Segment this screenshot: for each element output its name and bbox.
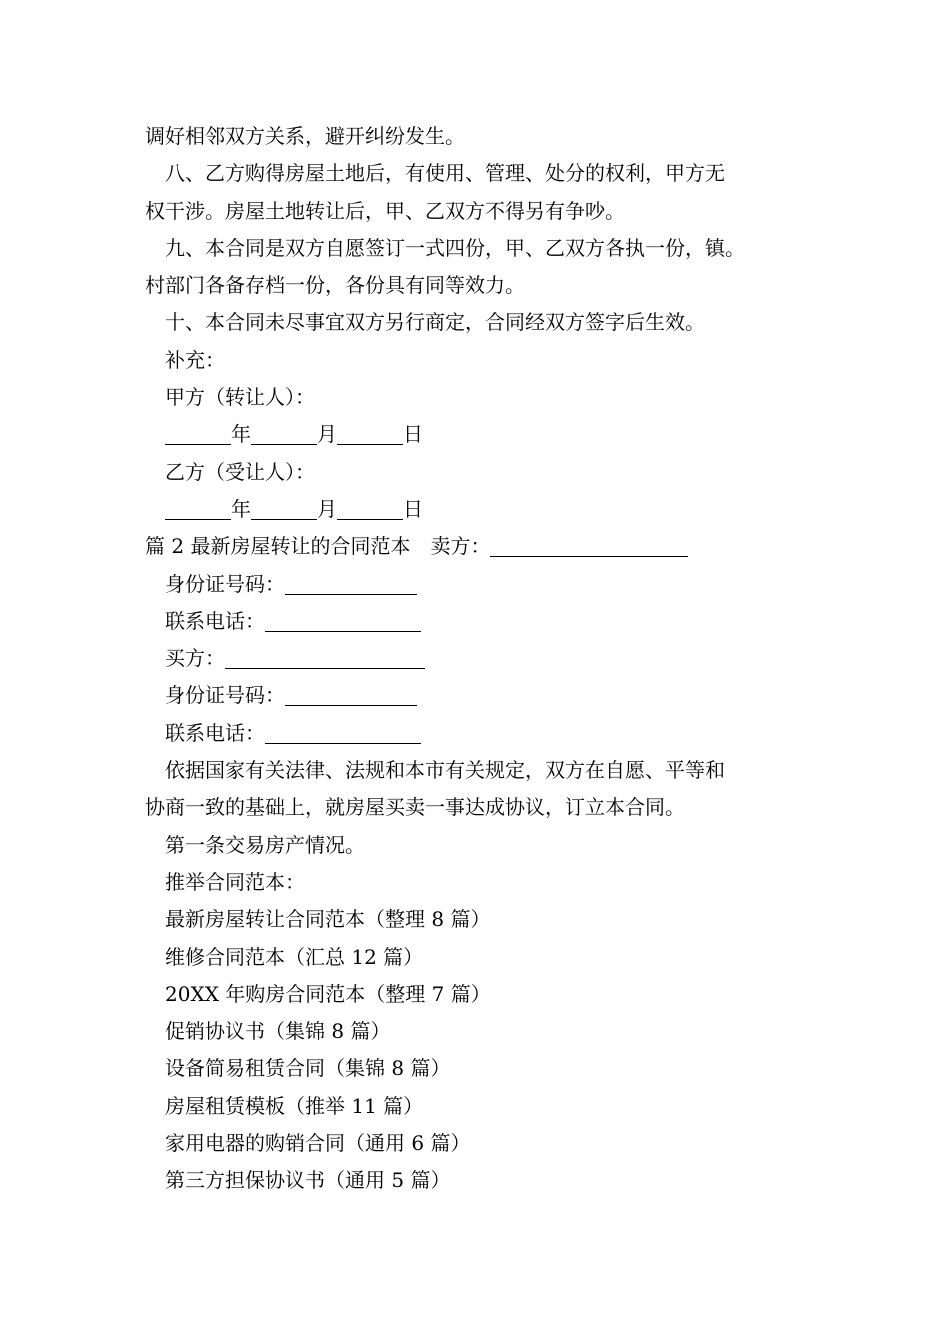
year-blank bbox=[165, 420, 231, 445]
paragraph-line: 协商一致的基础上，就房屋买卖一事达成协议，订立本合同。 bbox=[145, 795, 685, 820]
seller-label: 卖方： bbox=[430, 534, 491, 559]
document-page bbox=[145, 118, 845, 1200]
recommendation-link[interactable]: 促销协议书（集锦 8 篇） bbox=[165, 1019, 391, 1044]
seller-id-field bbox=[145, 566, 845, 603]
recommendation-link[interactable]: 家用电器的购销合同（通用 6 篇） bbox=[165, 1131, 471, 1156]
seller-phone-label: 联系电话： bbox=[165, 608, 265, 633]
clause-10: 十、本合同未尽事宜双方另行商定，合同经双方签字后生效。 bbox=[165, 310, 705, 335]
recommendation-link[interactable]: 维修合同范本（汇总 12 篇） bbox=[165, 944, 424, 969]
paragraph-line: 调好相邻双方关系，避开纠纷发生。 bbox=[145, 124, 465, 148]
paragraph-line: 权干涉。房屋土地转让后，甲、乙双方不得另有争吵。 bbox=[145, 198, 625, 223]
buyer-id-label: 身份证号码： bbox=[165, 683, 285, 708]
day-blank bbox=[337, 495, 403, 520]
seller-id-blank bbox=[285, 570, 417, 595]
buyer-id-field bbox=[145, 677, 845, 714]
buyer-label: 买方： bbox=[165, 646, 225, 671]
party-b-date bbox=[145, 491, 845, 528]
year-blank bbox=[165, 495, 231, 520]
day-label: 日 bbox=[403, 496, 423, 521]
buyer-phone-blank bbox=[265, 719, 421, 744]
section-heading: 篇 2 最新房屋转让的合同范本 bbox=[145, 534, 411, 559]
recommendation-link[interactable]: 最新房屋转让合同范本（整理 8 篇） bbox=[165, 907, 491, 932]
month-label: 月 bbox=[317, 422, 337, 447]
buyer-phone-field bbox=[145, 715, 845, 752]
year-label: 年 bbox=[231, 496, 251, 521]
recommend-heading: 推举合同范本： bbox=[165, 869, 305, 894]
paragraph-line: 村部门各备存档一份，各份具有同等效力。 bbox=[145, 273, 525, 298]
year-label: 年 bbox=[231, 422, 251, 447]
recommendation-link[interactable]: 房屋租赁模板（推举 11 篇） bbox=[165, 1093, 424, 1118]
month-blank bbox=[251, 420, 317, 445]
buyer-blank bbox=[225, 644, 425, 669]
buyer-field bbox=[145, 640, 845, 677]
month-label: 月 bbox=[317, 496, 337, 521]
clause-8: 八、乙方购得房屋土地后，有使用、管理、处分的权利，甲方无 bbox=[165, 161, 725, 186]
party-a-date bbox=[145, 416, 845, 453]
recommendation-link[interactable]: 第三方担保协议书（通用 5 篇） bbox=[165, 1168, 451, 1193]
buyer-id-blank bbox=[285, 681, 417, 706]
section-heading-line bbox=[145, 528, 845, 565]
article-1: 第一条交易房产情况。 bbox=[165, 832, 365, 857]
party-a-label: 甲方（转让人）： bbox=[165, 385, 315, 410]
party-b-label: 乙方（受让人）： bbox=[165, 459, 315, 484]
recommendation-link[interactable]: 设备简易租赁合同（集锦 8 篇） bbox=[165, 1056, 451, 1081]
supplement-label: 补充： bbox=[165, 347, 225, 372]
seller-blank bbox=[490, 532, 688, 557]
month-blank bbox=[251, 495, 317, 520]
buyer-phone-label: 联系电话： bbox=[165, 720, 265, 745]
seller-phone-blank bbox=[265, 607, 421, 632]
day-blank bbox=[337, 420, 403, 445]
agreement-paragraph: 依据国家有关法律、法规和本市有关规定，双方在自愿、平等和 bbox=[165, 758, 725, 783]
clause-9: 九、本合同是双方自愿签订一式四份，甲、乙双方各执一份，镇。 bbox=[165, 235, 745, 260]
seller-phone-field bbox=[145, 603, 845, 640]
day-label: 日 bbox=[403, 422, 423, 447]
recommendation-link[interactable]: 20XX 年购房合同范本（整理 7 篇） bbox=[165, 981, 491, 1006]
seller-id-label: 身份证号码： bbox=[165, 571, 285, 596]
